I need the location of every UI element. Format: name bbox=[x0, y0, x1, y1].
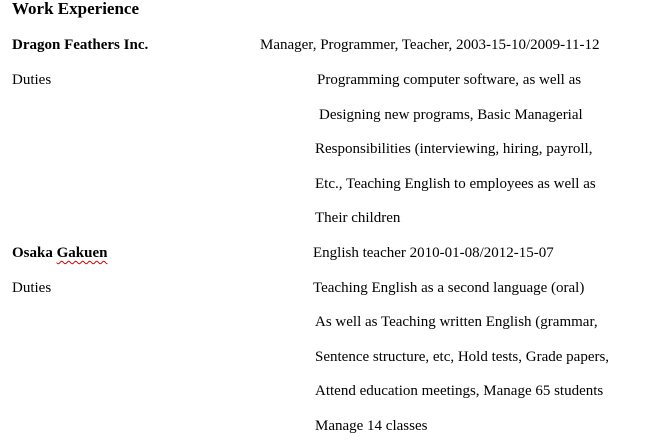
misspelled-word: Gakuen bbox=[56, 245, 108, 261]
duty-line: Responsibilities (interviewing, hiring, payroll, bbox=[315, 141, 593, 157]
duty-line: Sentence structure, etc, Hold tests, Grade papers, bbox=[315, 349, 610, 365]
duties-label: Duties bbox=[12, 280, 52, 296]
duty-line: Designing new programs, Basic Managerial bbox=[319, 107, 583, 123]
job-role: Manager, Programmer, Teacher, 2003-15-10/2009-11-12 bbox=[260, 37, 600, 53]
company-name: Dragon Feathers Inc. bbox=[12, 37, 149, 53]
company-name bbox=[12, 244, 107, 262]
duty-line: Teaching English as a second language (oral) bbox=[313, 280, 585, 296]
section-title: Work Experience bbox=[12, 0, 140, 18]
duty-line: Attend education meetings, Manage 65 students bbox=[315, 383, 604, 399]
duty-line: Manage 14 classes bbox=[315, 418, 428, 434]
job-role: English teacher 2010-01-08/2012-15-07 bbox=[313, 245, 554, 261]
duty-line: Etc., Teaching English to employees as well as bbox=[315, 176, 596, 192]
duties-label: Duties bbox=[12, 72, 52, 88]
duty-line: Programming computer software, as well as bbox=[317, 72, 582, 88]
company-name-first: Osaka bbox=[12, 245, 53, 261]
duty-line: Their children bbox=[315, 210, 401, 226]
duty-line: As well as Teaching written English (grammar, bbox=[315, 314, 598, 330]
